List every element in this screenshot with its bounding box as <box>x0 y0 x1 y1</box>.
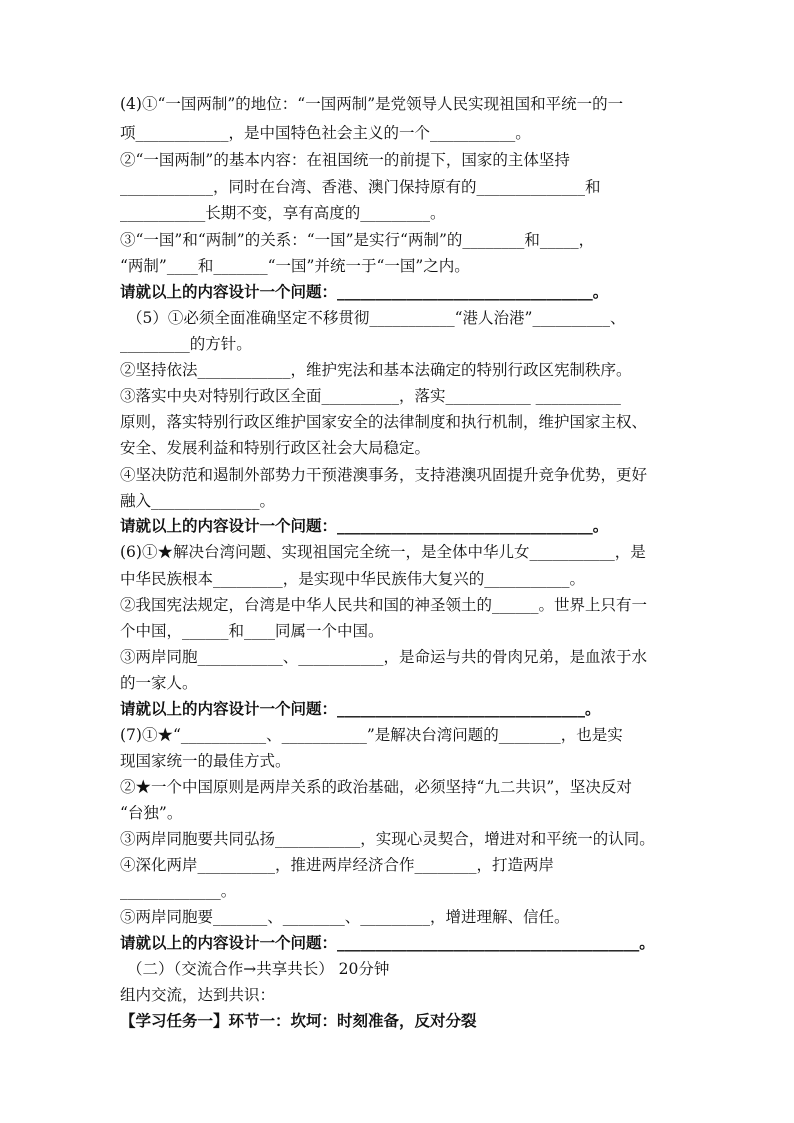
text-line: ②★一个中国原则是两岸关系的政治基础，必须坚持“九二共识”，坚决反对 <box>120 778 632 796</box>
text-line: （5）①必须全面准确坚定不移贯彻___________“港人治港”__________、 <box>127 309 626 327</box>
text-line: 融入______________。 <box>120 492 276 510</box>
text-line: ②坚持依法____________，维护宪法和基本法确定的特别行政区宪制秩序。 <box>120 361 632 379</box>
text-line: (4)①“一国两制”的地位：“一国两制”是党领导人民实现祖国和平统一的一 <box>120 95 624 113</box>
text-line: 中华民族根本_________，是实现中华民族伟大复兴的___________。 <box>120 570 586 588</box>
question-prompt: 请就以上的内容设计一个问题：_________________________________。 <box>120 517 609 535</box>
text-line: ____________，同时在台湾、香港、澳门保持原有的______________和 <box>120 178 601 196</box>
text-line: “台独”。 <box>120 804 183 822</box>
section-heading: （二）（交流合作→共享共长） 20分钟 <box>127 960 390 978</box>
task-heading: 【学习任务一】环节一：坎坷：时刻准备，反对分裂 <box>120 1012 477 1030</box>
text-line: _________的方针。 <box>120 335 252 353</box>
text-line: “两制”____和_______“一国”并统一于“一国”之内。 <box>120 257 470 275</box>
text-line: 的一家人。 <box>120 674 198 692</box>
text-line: (6)①★解决台湾问题、实现祖国完全统一，是全体中华儿女___________，是 <box>120 543 646 561</box>
text-line: 组内交流，达到共识： <box>120 986 276 1004</box>
text-line: 个中国，______和____同属一个中国。 <box>120 622 384 640</box>
text-line: 安全、发展利益和特别行政区社会大局稳定。 <box>120 439 431 457</box>
text-line: ___________长期不变，享有高度的_________。 <box>120 204 446 222</box>
text-line: ⑤两岸同胞要_______、________、_________，增进理解、信任。 <box>120 908 570 926</box>
text-line: ③落实中央对特别行政区全面__________，落实___________ ___________ <box>120 387 621 405</box>
text-line: 项____________，是中国特色社会主义的一个___________。 <box>120 124 531 142</box>
text-line: ④深化两岸__________，推进两岸经济合作________，打造两岸 <box>120 856 555 874</box>
text-line: ②“一国两制”的基本内容：在祖国统一的前提下，国家的主体坚持 <box>120 151 570 169</box>
question-prompt: 请就以上的内容设计一个问题：_________________________________。 <box>120 283 609 301</box>
text-line: (7)①★“___________、___________”是解决台湾问题的________，也是实 <box>120 726 623 744</box>
text-line: ③“一国”和“两制”的关系：“一国”是实行“两制”的________和_____， <box>120 231 595 249</box>
text-line: ②我国宪法规定，台湾是中华人民共和国的神圣领土的______。世界上只有一 <box>120 596 648 614</box>
text-line: ③两岸同胞要共同弘扬___________，实现心灵契合，增进对和平统一的认同。 <box>120 830 655 848</box>
text-line: 现国家统一的最佳方式。 <box>120 752 291 770</box>
text-line: _____________。 <box>120 882 237 900</box>
text-line: 原则，落实特别行政区维护国家安全的法律制度和执行机制，维护国家主权、 <box>120 413 648 431</box>
question-prompt: 请就以上的内容设计一个问题：_______________________________________。 <box>120 934 655 952</box>
text-line: ③两岸同胞___________、___________，是命运与共的骨肉兄弟，是血浓于水 <box>120 648 648 666</box>
question-prompt: 请就以上的内容设计一个问题：________________________________。 <box>120 700 601 718</box>
text-line: ④坚决防范和遏制外部势力干预港澳事务，支持港澳巩固提升竞争优势，更好 <box>120 466 648 484</box>
